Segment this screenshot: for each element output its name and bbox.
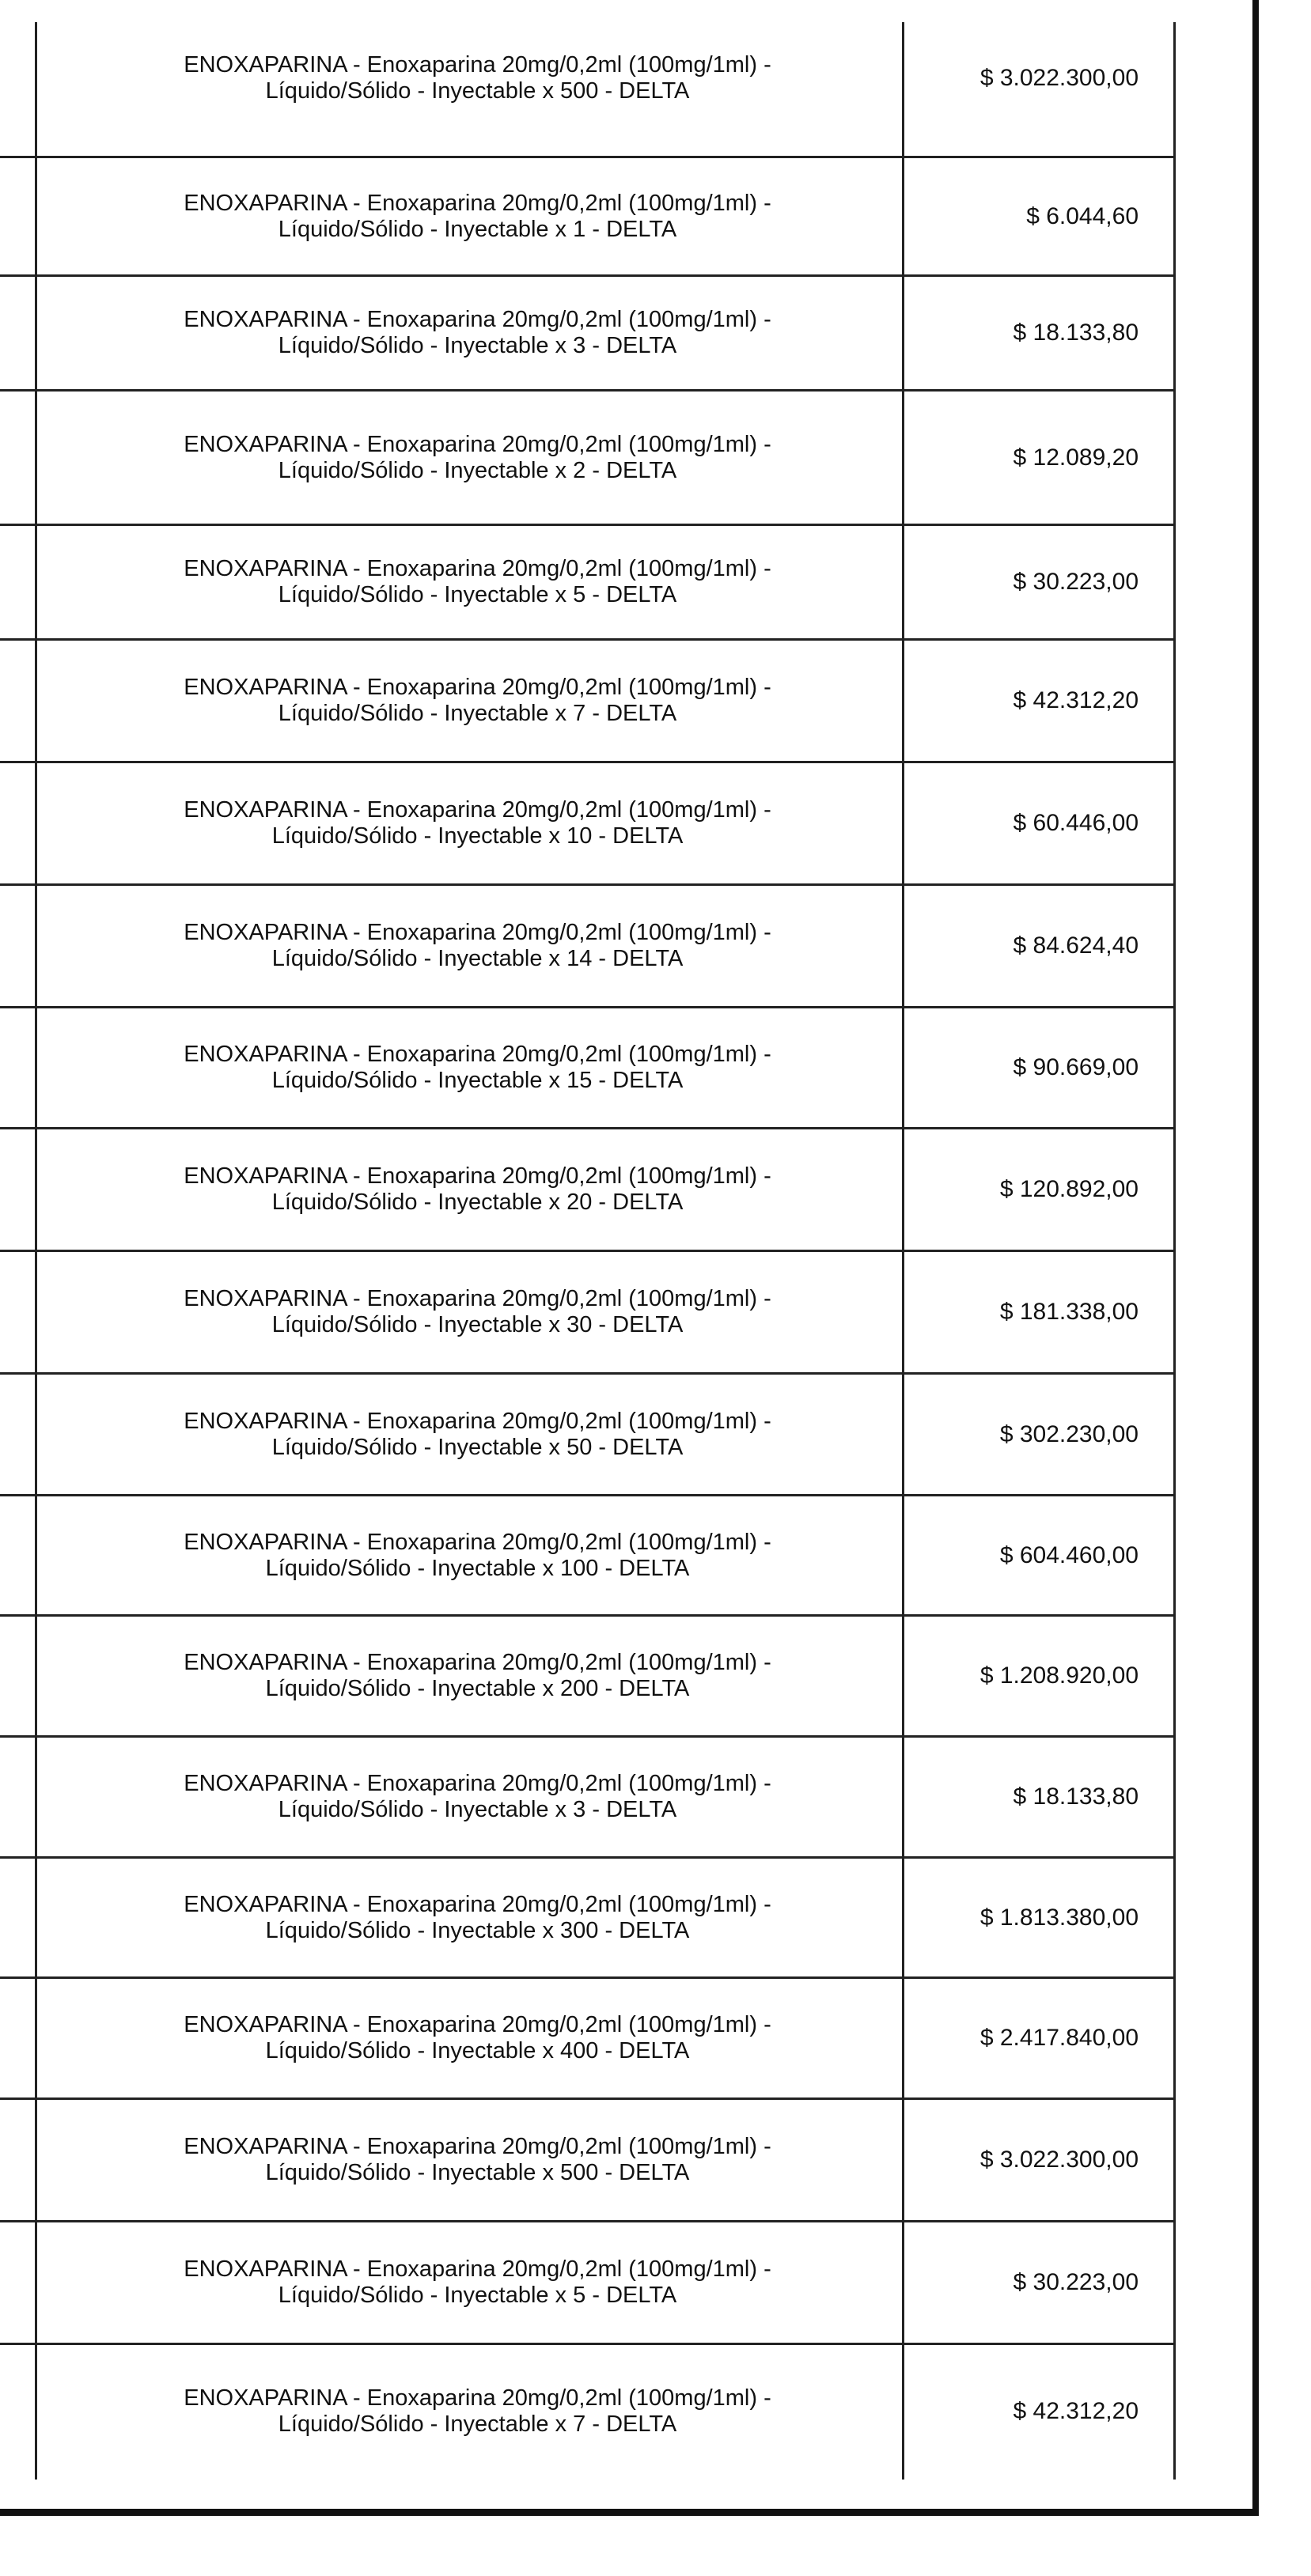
table-row bbox=[0, 641, 1176, 763]
product-description-line-2: Líquido/Sólido - Inyectable x 3 - DELTA bbox=[278, 1797, 677, 1822]
product-description-line-2: Líquido/Sólido - Inyectable x 5 - DELTA bbox=[278, 2283, 677, 2308]
product-description-cell bbox=[37, 886, 902, 1006]
product-description-cell bbox=[37, 2222, 902, 2343]
product-description-line-1: ENOXAPARINA - Enoxaparina 20mg/0,2ml (100mg/1ml) - bbox=[184, 1286, 771, 1311]
price-cell: $ 3.022.300,00 bbox=[979, 2147, 1139, 2173]
product-description-line-2: Líquido/Sólido - Inyectable x 2 - DELTA bbox=[278, 457, 677, 483]
product-description-line-1: ENOXAPARINA - Enoxaparina 20mg/0,2ml (100mg/1ml) - bbox=[184, 1042, 771, 1067]
product-description-line-2: Líquido/Sólido - Inyectable x 14 - DELTA bbox=[271, 946, 684, 971]
product-description-line-1: ENOXAPARINA - Enoxaparina 20mg/0,2ml (100mg/1ml) - bbox=[184, 2256, 771, 2282]
price-cell: $ 1.813.380,00 bbox=[979, 1904, 1139, 1931]
table-row bbox=[0, 158, 1176, 277]
product-description-line-1: ENOXAPARINA - Enoxaparina 20mg/0,2ml (100mg/1ml) - bbox=[184, 1650, 771, 1675]
product-description-cell bbox=[37, 641, 902, 761]
price-cell: $ 30.223,00 bbox=[1013, 569, 1139, 595]
product-description-line-2: Líquido/Sólido - Inyectable x 7 - DELTA bbox=[278, 2411, 677, 2437]
price-cell: $ 1.208.920,00 bbox=[979, 1662, 1139, 1689]
product-description-cell bbox=[37, 158, 902, 274]
table-row bbox=[0, 1738, 1176, 1859]
table-row bbox=[0, 277, 1176, 392]
product-description-line-1: ENOXAPARINA - Enoxaparina 20mg/0,2ml (100mg/1ml) - bbox=[184, 920, 771, 945]
product-description-cell bbox=[37, 1979, 902, 2097]
price-cell: $ 181.338,00 bbox=[999, 1299, 1139, 1325]
price-cell: $ 18.133,80 bbox=[1013, 320, 1139, 346]
product-description-cell bbox=[37, 1859, 902, 1976]
product-description-line-1: ENOXAPARINA - Enoxaparina 20mg/0,2ml (100mg/1ml) - bbox=[184, 2134, 771, 2159]
product-description-cell bbox=[37, 2100, 902, 2220]
product-description-line-1: ENOXAPARINA - Enoxaparina 20mg/0,2ml (100mg/1ml) - bbox=[184, 1891, 771, 1917]
table-row bbox=[0, 526, 1176, 641]
product-description-cell bbox=[37, 1496, 902, 1614]
product-description-line-2: Líquido/Sólido - Inyectable x 1 - DELTA bbox=[278, 216, 677, 242]
product-description-line-2: Líquido/Sólido - Inyectable x 400 - DELTA bbox=[265, 2038, 690, 2063]
product-description-cell bbox=[37, 1375, 902, 1494]
product-description-cell bbox=[37, 1252, 902, 1372]
product-description-line-1: ENOXAPARINA - Enoxaparina 20mg/0,2ml (100mg/1ml) - bbox=[184, 797, 771, 823]
table-row bbox=[0, 392, 1176, 526]
price-cell: $ 3.022.300,00 bbox=[979, 64, 1139, 91]
table-row bbox=[0, 1375, 1176, 1496]
product-description-cell bbox=[37, 1129, 902, 1250]
price-cell: $ 42.312,20 bbox=[1013, 687, 1139, 713]
product-description-cell bbox=[37, 1738, 902, 1856]
price-cell: $ 6.044,60 bbox=[1026, 202, 1139, 229]
product-description-line-1: ENOXAPARINA - Enoxaparina 20mg/0,2ml (100mg/1ml) - bbox=[184, 431, 771, 457]
product-description-line-1: ENOXAPARINA - Enoxaparina 20mg/0,2ml (100mg/1ml) - bbox=[184, 307, 771, 332]
price-cell: $ 90.669,00 bbox=[1013, 1054, 1139, 1080]
price-cell: $ 18.133,80 bbox=[1013, 1784, 1139, 1810]
product-description-cell bbox=[37, 763, 902, 883]
price-cell: $ 302.230,00 bbox=[999, 1420, 1139, 1447]
product-description-line-2: Líquido/Sólido - Inyectable x 50 - DELTA bbox=[271, 1434, 684, 1460]
table-row bbox=[0, 1979, 1176, 2100]
product-description-line-2: Líquido/Sólido - Inyectable x 7 - DELTA bbox=[278, 701, 677, 726]
table-row bbox=[0, 0, 1176, 158]
price-cell: $ 12.089,20 bbox=[1013, 444, 1139, 471]
table-row bbox=[0, 2222, 1176, 2345]
table-row bbox=[0, 886, 1176, 1008]
product-description-line-2: Líquido/Sólido - Inyectable x 200 - DELTA bbox=[265, 1676, 690, 1701]
price-cell: $ 60.446,00 bbox=[1013, 810, 1139, 836]
price-cell: $ 120.892,00 bbox=[999, 1176, 1139, 1202]
product-description-line-2: Líquido/Sólido - Inyectable x 500 - DELTA bbox=[265, 78, 690, 104]
product-description-cell bbox=[37, 1008, 902, 1127]
table-row bbox=[0, 763, 1176, 886]
product-description-line-1: ENOXAPARINA - Enoxaparina 20mg/0,2ml (100mg/1ml) - bbox=[184, 1529, 771, 1555]
product-description-line-1: ENOXAPARINA - Enoxaparina 20mg/0,2ml (100mg/1ml) - bbox=[184, 675, 771, 700]
product-description-line-2: Líquido/Sólido - Inyectable x 20 - DELTA bbox=[271, 1190, 684, 1215]
product-description-line-1: ENOXAPARINA - Enoxaparina 20mg/0,2ml (100mg/1ml) - bbox=[184, 1408, 771, 1434]
product-description-line-2: Líquido/Sólido - Inyectable x 10 - DELTA bbox=[271, 823, 684, 849]
product-description-cell bbox=[37, 277, 902, 389]
page-frame-right-border bbox=[1252, 0, 1259, 2515]
table-row bbox=[0, 1496, 1176, 1617]
product-description-line-1: ENOXAPARINA - Enoxaparina 20mg/0,2ml (100mg/1ml) - bbox=[184, 190, 771, 216]
product-description-line-1: ENOXAPARINA - Enoxaparina 20mg/0,2ml (100mg/1ml) - bbox=[184, 2012, 771, 2037]
product-description-line-2: Líquido/Sólido - Inyectable x 300 - DELTA bbox=[265, 1917, 690, 1943]
table-row bbox=[0, 1129, 1176, 1252]
price-cell: $ 84.624,40 bbox=[1013, 932, 1139, 959]
price-cell: $ 42.312,20 bbox=[1013, 2397, 1139, 2424]
product-description-line-1: ENOXAPARINA - Enoxaparina 20mg/0,2ml (100mg/1ml) - bbox=[184, 1771, 771, 1796]
product-description-cell bbox=[37, 2345, 902, 2477]
product-description-line-2: Líquido/Sólido - Inyectable x 30 - DELTA bbox=[271, 1312, 684, 1337]
product-description-cell bbox=[37, 392, 902, 524]
product-description-cell bbox=[37, 1617, 902, 1735]
product-description-line-2: Líquido/Sólido - Inyectable x 3 - DELTA bbox=[278, 333, 677, 358]
table-row bbox=[0, 1617, 1176, 1738]
product-description-line-1: ENOXAPARINA - Enoxaparina 20mg/0,2ml (100mg/1ml) - bbox=[184, 1163, 771, 1189]
product-description-line-2: Líquido/Sólido - Inyectable x 500 - DELTA bbox=[265, 2160, 690, 2185]
product-description-cell bbox=[37, 0, 902, 156]
product-description-line-2: Líquido/Sólido - Inyectable x 15 - DELTA bbox=[271, 1068, 684, 1093]
product-description-line-1: ENOXAPARINA - Enoxaparina 20mg/0,2ml (100mg/1ml) - bbox=[184, 51, 771, 78]
table-row bbox=[0, 1859, 1176, 1979]
table-row bbox=[0, 2345, 1176, 2480]
product-description-line-2: Líquido/Sólido - Inyectable x 100 - DELTA bbox=[265, 1555, 690, 1581]
page-frame-bottom-border bbox=[0, 2509, 1259, 2516]
product-description-line-1: ENOXAPARINA - Enoxaparina 20mg/0,2ml (100mg/1ml) - bbox=[184, 556, 771, 581]
table-row bbox=[0, 1008, 1176, 1129]
price-cell: $ 30.223,00 bbox=[1013, 2269, 1139, 2295]
price-cell: $ 2.417.840,00 bbox=[979, 2025, 1139, 2051]
product-description-line-1: ENOXAPARINA - Enoxaparina 20mg/0,2ml (100mg/1ml) - bbox=[184, 2385, 771, 2411]
price-cell: $ 604.460,00 bbox=[999, 1541, 1139, 1568]
product-description-line-2: Líquido/Sólido - Inyectable x 5 - DELTA bbox=[278, 582, 677, 607]
table-row bbox=[0, 2100, 1176, 2222]
product-description-cell bbox=[37, 526, 902, 638]
table-row bbox=[0, 1252, 1176, 1375]
